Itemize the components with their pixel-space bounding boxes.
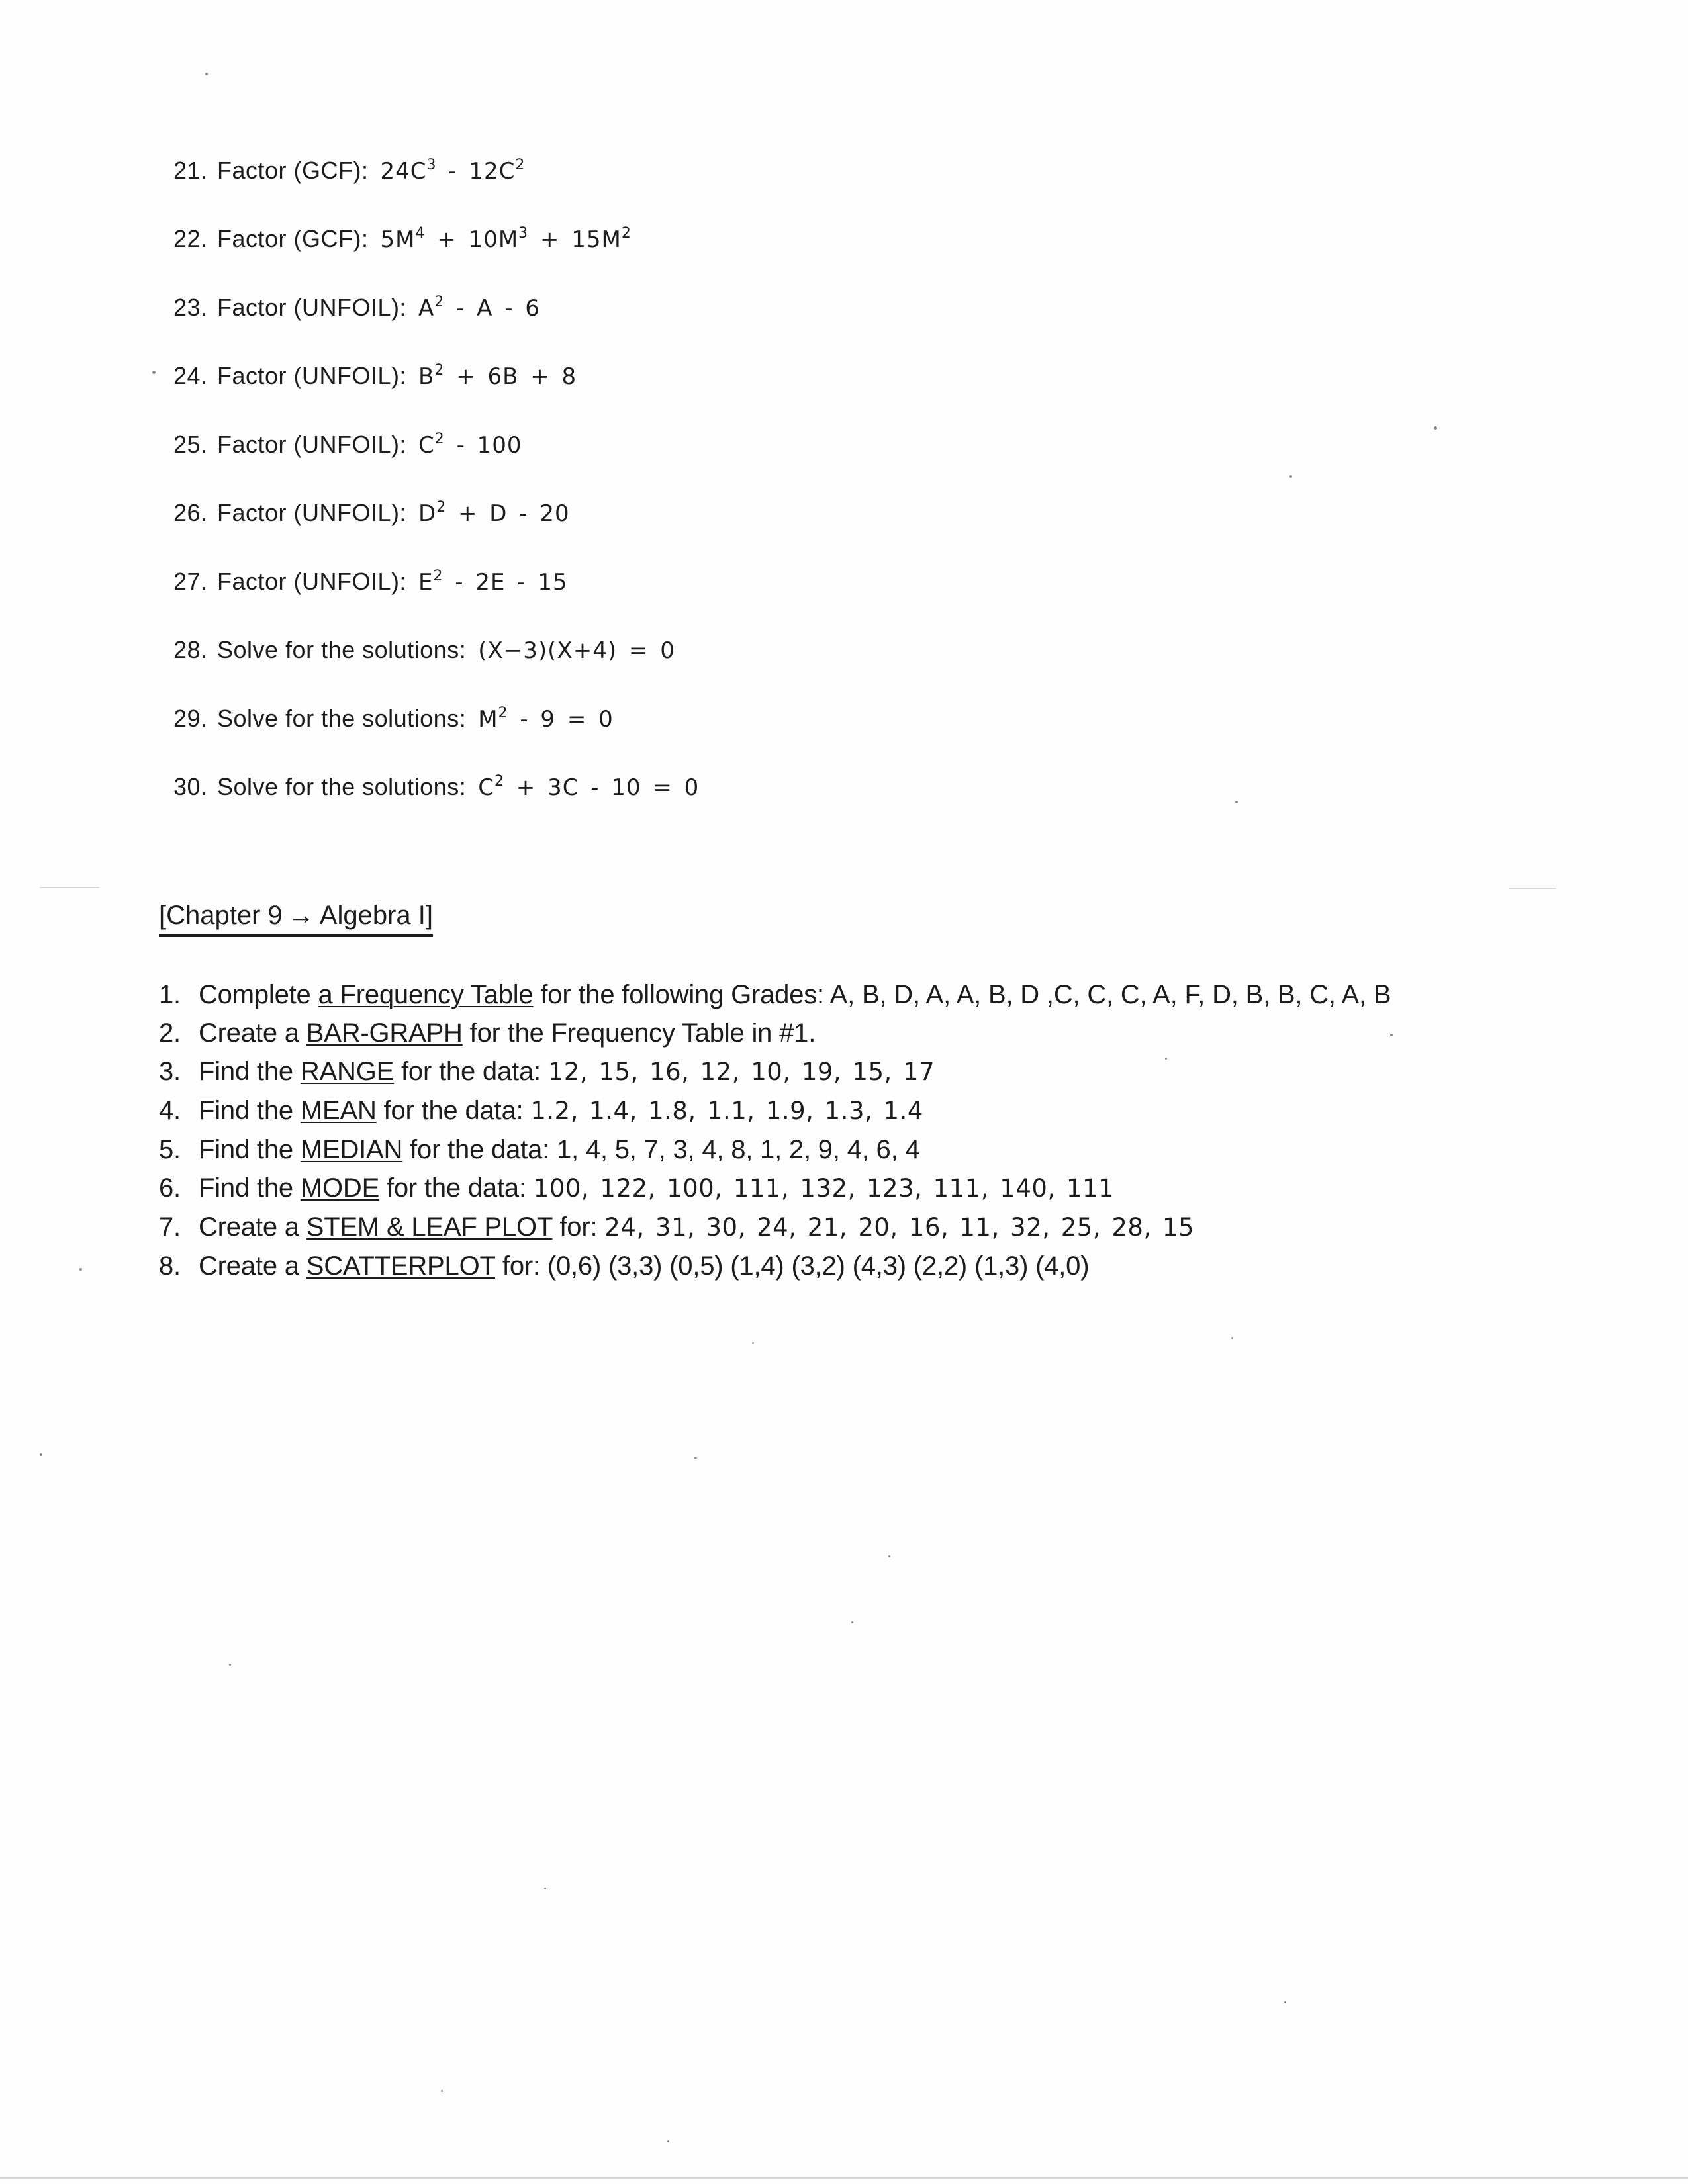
task-text: Create a <box>199 1212 306 1242</box>
expr-exponent: 2 <box>494 773 504 790</box>
problem-28 <box>173 635 675 665</box>
task-text: for the data: <box>379 1173 534 1203</box>
task-item <box>159 1091 1391 1130</box>
problem-expression <box>478 636 675 665</box>
scan-speck <box>667 2140 669 2142</box>
task-item <box>159 1014 1391 1052</box>
task-data: 24, 31, 30, 24, 21, 20, 16, 11, 32, 25, 28, 15 <box>604 1213 1195 1242</box>
expr-term: + D - 20 <box>446 500 570 527</box>
task-number: 3. <box>159 1057 181 1086</box>
problem-23 <box>173 293 540 323</box>
expr-term: - 9 = 0 <box>508 706 614 733</box>
scan-speck <box>851 1621 853 1623</box>
expr-term: - A - 6 <box>444 295 540 322</box>
chapter-task-list <box>159 976 1391 1285</box>
problem-expression <box>418 431 522 460</box>
problem-expression <box>418 568 568 597</box>
task-item <box>159 976 1391 1014</box>
expr-exponent: 2 <box>434 431 445 447</box>
task-text: for: <box>495 1251 547 1281</box>
scan-speck <box>1235 801 1238 803</box>
task-keyword: BAR-GRAPH <box>306 1019 463 1048</box>
expr-term: E <box>418 569 434 596</box>
task-item <box>159 1169 1391 1208</box>
task-text: Find the <box>199 1173 301 1203</box>
problem-instruction: Factor (UNFOIL): <box>217 568 407 595</box>
expr-term: 24C <box>380 158 427 185</box>
scan-edge-line <box>40 887 99 888</box>
task-text: Complete <box>199 980 318 1009</box>
problem-number: 29. <box>173 705 208 732</box>
expr-exponent: 2 <box>433 568 444 584</box>
problem-instruction: Factor (UNFOIL): <box>217 499 407 526</box>
scan-speck <box>205 73 208 75</box>
problem-number: 22. <box>173 225 208 252</box>
problem-instruction: Solve for the solutions: <box>217 705 467 732</box>
task-number: 5. <box>159 1135 181 1164</box>
task-keyword: SCATTERPLOT <box>306 1251 495 1281</box>
problem-30 <box>173 772 699 802</box>
scan-speck <box>1434 426 1437 430</box>
task-text: for the data: <box>394 1057 548 1086</box>
problem-instruction: Factor (UNFOIL): <box>217 362 407 389</box>
expr-term: - 12C <box>436 158 516 185</box>
task-number: 4. <box>159 1096 181 1125</box>
task-keyword: MEAN <box>300 1096 377 1125</box>
task-keyword: RANGE <box>300 1057 395 1086</box>
problem-instruction: Solve for the solutions: <box>217 773 467 800</box>
task-item <box>159 1052 1391 1091</box>
expr-term: A <box>418 295 435 322</box>
problem-expression <box>381 157 526 186</box>
chapter-heading <box>159 899 433 937</box>
problem-number: 27. <box>173 568 208 595</box>
problem-instruction: Solve for the solutions: <box>217 636 467 663</box>
task-text: Find the <box>199 1135 301 1164</box>
problem-expression <box>418 362 577 391</box>
problem-21 <box>173 156 525 186</box>
scan-speck <box>40 1453 42 1456</box>
task-number: 7. <box>159 1212 181 1242</box>
right-arrow-icon: → <box>287 901 314 930</box>
expr-exponent: 2 <box>434 362 445 379</box>
problem-instruction: Factor (GCF): <box>217 225 369 252</box>
problem-expression <box>478 773 699 802</box>
scan-speck <box>1390 1034 1393 1036</box>
problem-expression <box>418 499 570 528</box>
task-keyword: a Frequency Table <box>318 980 534 1009</box>
expr-term: + 15M <box>528 226 622 253</box>
scan-speck <box>1284 2001 1286 2003</box>
task-keyword: STEM & LEAF PLOT <box>306 1212 553 1242</box>
task-text: Create a <box>199 1251 306 1281</box>
problem-instruction: Factor (UNFOIL): <box>217 431 407 458</box>
problem-number: 21. <box>173 157 208 184</box>
scan-edge-line <box>0 2177 1688 2179</box>
expr-term: (X−3)(X+4) = 0 <box>478 637 675 664</box>
expr-term: D <box>418 500 437 527</box>
problem-instruction: Factor (UNFOIL): <box>217 294 407 321</box>
task-data: 100, 122, 100, 111, 132, 123, 111, 140, 111 <box>533 1174 1115 1203</box>
expr-term: B <box>418 363 435 390</box>
scan-speck <box>441 2090 443 2092</box>
problem-expression <box>381 225 632 254</box>
task-item <box>159 1247 1391 1285</box>
expr-exponent: 4 <box>415 225 426 242</box>
task-text: for the data: <box>402 1135 557 1164</box>
expr-term: + 6B + 8 <box>444 363 577 390</box>
problem-expression <box>478 705 614 734</box>
task-data: (0,6) (3,3) (0,5) (1,4) (3,2) (4,3) (2,2) (1,3) (4,0) <box>547 1251 1090 1281</box>
problem-25 <box>173 430 522 460</box>
scan-speck <box>1231 1337 1233 1339</box>
expr-exponent: 2 <box>621 225 632 242</box>
task-text: for the data: <box>376 1096 531 1125</box>
scan-speck <box>229 1664 231 1666</box>
expr-exponent: 2 <box>498 705 508 721</box>
task-keyword: MEDIAN <box>300 1135 403 1164</box>
problem-number: 26. <box>173 499 208 526</box>
problem-number: 24. <box>173 362 208 389</box>
task-item <box>159 1208 1391 1247</box>
task-number: 8. <box>159 1251 181 1281</box>
task-number: 6. <box>159 1173 181 1203</box>
problem-number: 28. <box>173 636 208 663</box>
task-keyword: MODE <box>300 1173 380 1203</box>
task-text: Find the <box>199 1057 301 1086</box>
problem-number: 25. <box>173 431 208 458</box>
scan-speck <box>1289 475 1292 478</box>
expr-term: + 10M <box>425 226 519 253</box>
problem-22 <box>173 224 632 254</box>
task-text: for: <box>552 1212 605 1242</box>
problem-number: 30. <box>173 773 208 800</box>
task-number: 1. <box>159 980 181 1009</box>
task-text: Find the <box>199 1096 301 1125</box>
expr-term: 5M <box>380 226 416 253</box>
expr-exponent: 2 <box>515 157 526 173</box>
scan-speck <box>888 1555 890 1557</box>
problem-24 <box>173 361 577 391</box>
chapter-title: [Chapter 9 <box>159 901 283 930</box>
expr-term: - 100 <box>444 432 522 459</box>
expr-exponent: 3 <box>426 157 437 173</box>
scan-speck <box>79 1268 82 1271</box>
expr-term: M <box>478 706 498 733</box>
expr-term: + 3C - 10 = 0 <box>504 774 700 801</box>
task-data: 1.2, 1.4, 1.8, 1.1, 1.9, 1.3, 1.4 <box>530 1097 923 1125</box>
expr-exponent: 2 <box>434 294 445 310</box>
scan-speck <box>544 1888 546 1889</box>
problem-27 <box>173 567 568 597</box>
task-text: Create a <box>199 1019 306 1048</box>
problem-29 <box>173 704 614 734</box>
task-number: 2. <box>159 1019 181 1048</box>
task-data: A, B, D, A, A, B, D ,C, C, C, A, F, D, B, B, C, A, B <box>829 980 1391 1009</box>
expr-term: C <box>418 432 435 459</box>
scan-speck <box>752 1342 754 1344</box>
task-text: for the following Grades: <box>533 980 830 1009</box>
problem-instruction: Factor (GCF): <box>217 157 369 184</box>
problem-26 <box>173 498 570 528</box>
scan-speck <box>694 1457 697 1459</box>
scan-speck <box>1165 1058 1167 1060</box>
task-data: 1, 4, 5, 7, 3, 4, 8, 1, 2, 9, 4, 6, 4 <box>556 1135 920 1164</box>
task-item <box>159 1130 1391 1169</box>
expr-exponent: 2 <box>436 499 447 516</box>
expr-term: C <box>478 774 494 801</box>
scan-edge-line <box>1509 888 1556 889</box>
expr-term: - 2E - 15 <box>443 569 568 596</box>
task-data: 12, 15, 16, 12, 10, 19, 15, 17 <box>547 1058 935 1086</box>
chapter-subject: Algebra I] <box>319 901 433 930</box>
expr-exponent: 3 <box>518 225 529 242</box>
problem-expression <box>418 294 540 323</box>
task-text: for the Frequency Table in #1. <box>462 1019 816 1048</box>
scan-speck <box>152 371 156 374</box>
problem-number: 23. <box>173 294 208 321</box>
